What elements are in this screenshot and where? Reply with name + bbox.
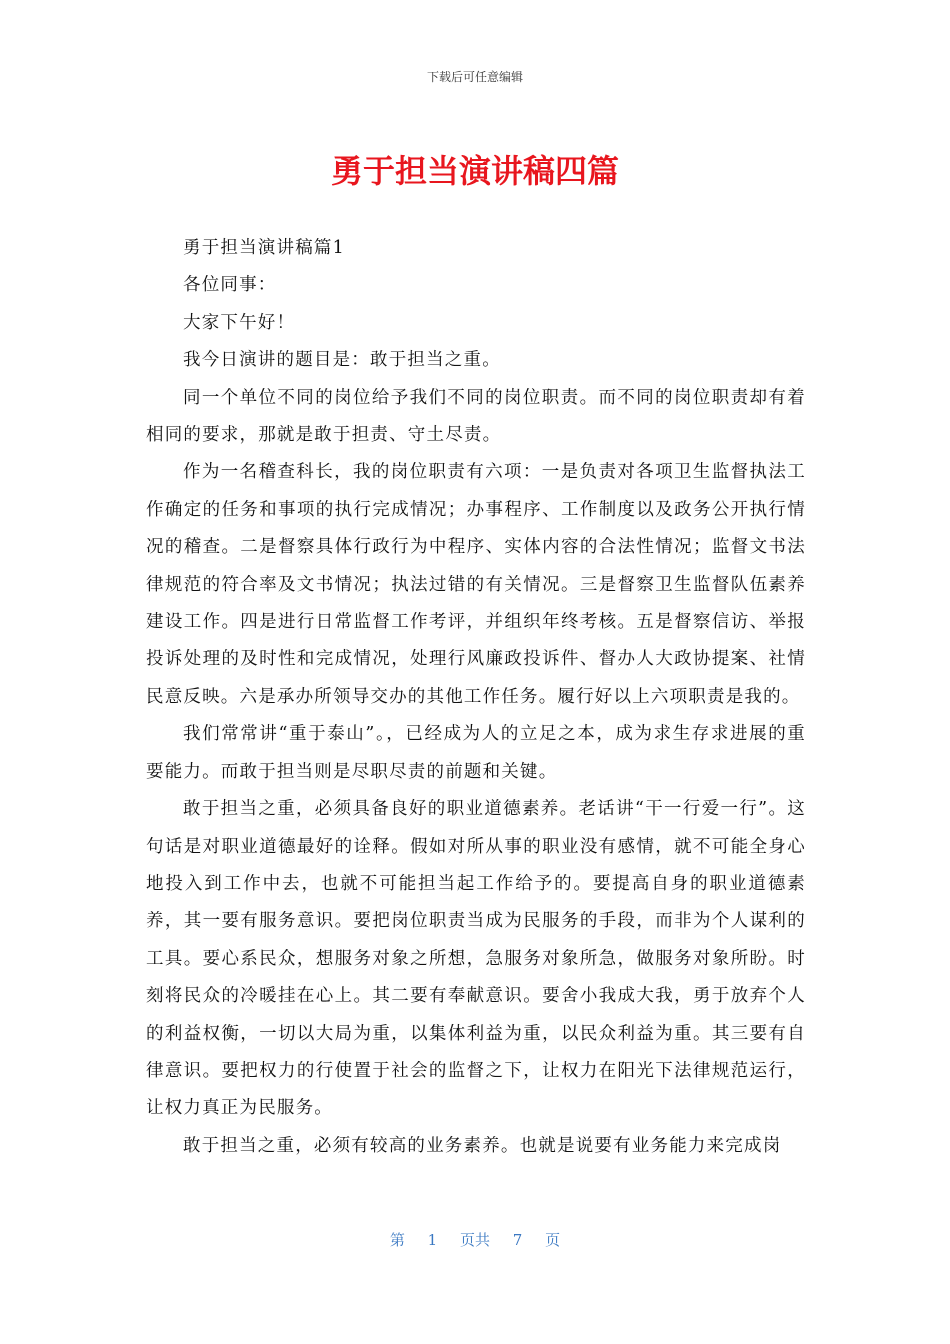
footer-current-page: 1 (427, 1231, 438, 1249)
paragraph: 作为一名稽查科长，我的岗位职责有六项：一是负责对各项卫生监督执法工作确定的任务和事项的执行完成情况；办事程序、工作制度以及政务公开执行情况的稽查。二是督察具体行政行为中程序、实体内容的合法性情况；监督文书法律规范的符合率及文书情况；执法过错的有关情况。三是督察卫生监督队伍素养建设工作。四是进行日常监督工作考评，并组织年终考核。五是督察信访、举报投诉处理的及时性和完成情况，处理行风廉政投诉件、督办人大政协提案、社情民意反映。六是承办所领导交办的其他工作任务。履行好以上六项职责是我的。 (146, 462, 806, 707)
paragraph: 我们常常讲“重于泰山”。，已经成为人的立足之本，成为求生存求进展的重要能力。而敢于担当则是尽职尽责的前题和关键。 (146, 724, 806, 782)
paragraph: 敢于担当之重，必须有较高的业务素养。也就是说要有业务能力来完成岗 (183, 1135, 782, 1156)
paragraph: 敢于担当之重，必须具备良好的职业道德素养。老话讲“干一行爱一行”。这句话是对职业道德最好的诠释。假如对所从事的职业没有感情，就不可能全身心地投入到工作中去，也就不可能担当起工作给予的。要提高自身的职业道德素养，其一要有服务意识。要把岗位职责当成为民服务的手段，而非为个人谋利的工具。要心系民众，想服务对象之所想，急服务对象所急，做服务对象所盼。时刻将民众的冷暖挂在心上。其二要有奉献意识。要舍小我成大我，勇于放弃个人的利益权衡，一切以大局为重，以集体利益为重，以民众利益为重。其三要有自律意识。要把权力的行使置于社会的监督之下，让权力在阳光下法律规范运行，让权力真正为民服务。 (146, 799, 806, 1119)
paragraph: 勇于担当演讲稿篇1 (183, 238, 345, 258)
paragraph: 我今日演讲的题目是：敢于担当之重。 (183, 350, 501, 371)
footer-total-pages: 7 (512, 1231, 523, 1249)
document-title: 勇于担当演讲稿四篇 (330, 152, 619, 190)
paragraph: 同一个单位不同的岗位给予我们不同的岗位职责。而不同的岗位职责却有着相同的要求，那就是敢于担责、守土尽责。 (146, 387, 806, 446)
footer-label-end: 页 (545, 1231, 561, 1249)
header-note: 下载后可任意编辑 (426, 70, 523, 84)
page-footer (0, 1229, 950, 1250)
paragraph: 各位同事： (183, 275, 277, 296)
footer-label-of: 页共 (459, 1231, 490, 1249)
paragraph: 大家下午好！ (183, 312, 296, 333)
footer-label-page: 第 (389, 1231, 405, 1249)
document-body (146, 230, 806, 1165)
